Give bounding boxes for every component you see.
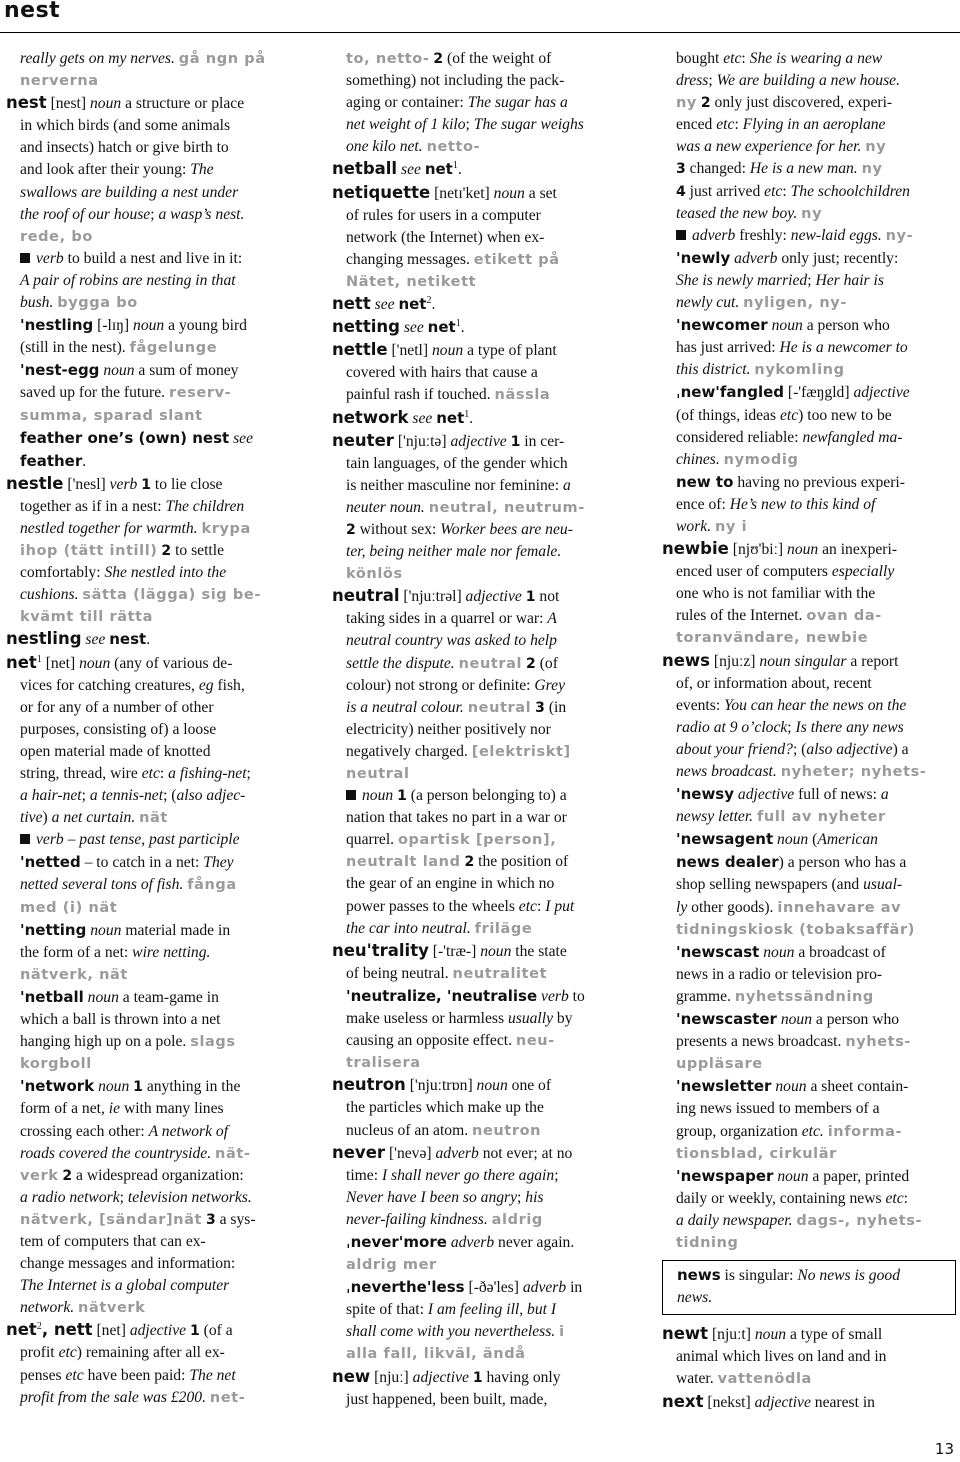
entry-nett: nett see net$^2$. (332, 294, 436, 314)
entry-nestle: nestle ['nesl] verb 1 to lie close (6, 473, 223, 493)
entry-next: next [nekst] adjective nearest in (662, 1391, 875, 1411)
entry-line: She is newly married; Her hair is (676, 271, 884, 289)
entry-newscast: 'newscast noun a broadcast of (676, 942, 886, 961)
entry-line: to, netto- 2 (of the weight of (346, 50, 552, 67)
entry-neutrality: neu'trality [-'træ-] noun the state (332, 940, 567, 960)
entry-line: make useless or harmless usually by (346, 1010, 573, 1028)
entry-line: really gets on my nerves. gå ngn på (20, 50, 266, 67)
usage-note-line: news is singular: No news is good (677, 1266, 900, 1285)
entry-line: 3 changed: He is a new man. ny (676, 160, 883, 178)
entry-newt: newt [njuːt] noun a type of small (662, 1324, 883, 1344)
entry-newbie: newbie [njʊ'biː] noun an inexperi- (662, 539, 898, 559)
sense-square-icon (676, 230, 686, 240)
entry-line: quarrel. opartisk [person], (346, 831, 557, 849)
entry-newcomer: 'newcomer noun a person who (676, 316, 890, 335)
entry-netiquette: netiquette [netɪ'ket] noun a set (332, 182, 557, 202)
entry-line: neutralt land 2 the position of (346, 853, 569, 871)
entry-line: changing messages. etikett på (346, 250, 560, 268)
entry-line: verk 2 a widespread organization: (20, 1166, 244, 1184)
entry-line: change messages and information: (20, 1255, 236, 1273)
header-rule (0, 32, 960, 33)
entry-line: kvämt till rätta (20, 609, 154, 626)
entry-line: network. nätverk (20, 1299, 146, 1317)
entry-line: profit etc) remaining after all ex- (20, 1344, 225, 1362)
entry-line: cushions. sätta (lägga) sig be- (20, 586, 261, 604)
entry-line: considered reliable: newfangled ma- (676, 428, 903, 446)
entry-line: teased the new boy. ny (676, 204, 823, 222)
sense-square-icon (20, 834, 30, 844)
entry-line: med (i) nät (20, 899, 118, 916)
entry-netting-see: netting see net$^1$. (332, 317, 465, 337)
column-middle (332, 48, 632, 1411)
entry-line: never-failing kindness. aldrig (346, 1210, 543, 1228)
entry-netting: 'netting noun material made in (20, 920, 231, 939)
entry-newspaper: 'newspaper noun a paper, printed (676, 1166, 910, 1185)
entry-line: of rules for users in a computer (346, 206, 541, 224)
entry-line: tive) a net curtain. nät (20, 809, 168, 827)
entry-line: aging or container: The sugar has a (346, 94, 568, 112)
entry-line: nestled together for warmth. krypa (20, 519, 251, 537)
entry-line: Never have I been so angry; his (346, 1188, 544, 1206)
entry-line: nation that takes no part in a war or (346, 809, 567, 827)
entry-line: neutral (346, 766, 410, 782)
entry-network: 'network noun 1 anything in the (20, 1077, 241, 1096)
entry-line: together as if in a nest: The children (20, 497, 245, 515)
entry-line: alla fall, likväl, ändå (346, 1346, 526, 1363)
entry-line: adverb freshly: new-laid eggs. ny- (662, 225, 956, 247)
entry-line: shop selling newspapers (and usual- (676, 876, 903, 894)
entry-neutron: neutron ['njuːtrɒn] noun one of (332, 1075, 552, 1095)
entry-line: is neither masculine nor feminine: a (346, 476, 571, 494)
entry-line: tralisera (346, 1055, 421, 1072)
entry-line: 'netted – to catch in a net: They (20, 853, 234, 872)
entry-line: animal which lives on land and in (676, 1348, 887, 1366)
entry-line: verb to build a nest and live in it: (6, 248, 304, 270)
entry-line: korgboll (20, 1056, 92, 1073)
entry-line: string, thread, wire etc: a fishing-net; (20, 765, 251, 782)
entry-line: tionsblad, cirkulär (676, 1145, 837, 1162)
entry-neuter: neuter ['njuːtə] adjective 1 in cer- (332, 430, 565, 450)
entry-line: in which birds (and some animals (20, 117, 231, 135)
entry-line: is a neutral colour. neutral 3 (in (346, 698, 567, 716)
entry-new-to: new to having no previous experi- (676, 472, 905, 491)
entry-line: noun 1 (a person belonging to) a (332, 785, 632, 807)
entry-line: spite of that: I am feeling ill, but I (346, 1301, 557, 1319)
guide-word: nest (4, 0, 61, 23)
entry-line: ly other goods). innehavare av (676, 898, 902, 916)
page-number: 13 (934, 1440, 954, 1458)
entry-line: roads covered the countryside. nät- (20, 1144, 251, 1162)
entry-line: ing news issued to members of a (676, 1100, 880, 1118)
column-right (662, 48, 956, 1414)
entry-nevermore: ˌnever'more adverb never again. (346, 1232, 575, 1251)
entry-line: the particles which make up the (346, 1099, 544, 1117)
entry-net-1: net$^1$ [net] noun (any of various de- (6, 652, 233, 672)
entry-nettle: nettle ['netl] noun a type of plant (332, 340, 557, 360)
running-header (0, 0, 960, 30)
entry-line: network (the Internet) when ex- (346, 228, 545, 246)
entry-line: this district. nykomling (676, 361, 845, 379)
entry-line: A pair of robins are nesting in that (20, 271, 236, 289)
entry-line: The Internet is a global computer (20, 1277, 230, 1295)
entry-line: has just arrived: He is a newcomer to (676, 339, 908, 357)
entry-line: bought etc: She is wearing a new (676, 50, 883, 67)
entry-network-see: network see net$^1$. (332, 407, 474, 427)
entry-line: news broadcast. nyheter; nyhets- (676, 763, 927, 780)
entry-newsagent: 'newsagent noun (American (676, 830, 878, 849)
entry-line: daily or weekly, containing news etc: (676, 1189, 908, 1207)
entry-never: never ['nevə] adverb not ever; at no (332, 1142, 573, 1162)
entry-line: and insects) hatch or give birth to (20, 139, 229, 157)
entry-line: power passes to the wheels etc: I put (346, 897, 575, 915)
entry-line: a radio network; television networks. (20, 1188, 252, 1206)
entry-line: neutral country was asked to help (346, 632, 557, 650)
entry-line: painful rash if touched. nässla (346, 386, 551, 404)
entry-line: radio at 9 o’clock; Is there any news (676, 718, 904, 736)
entry-line: the car into neutral. friläge (346, 919, 533, 937)
entry-line: nätverk, [sändar]nät 3 a sys- (20, 1210, 256, 1228)
entry-line: ihop (tätt intill) 2 to settle (20, 542, 224, 560)
entry-line: 4 just arrived etc: The schoolchildren (676, 182, 910, 200)
entry-line: net weight of 1 kilo; The sugar weighs (346, 116, 584, 134)
entry-nest: nest [nest] noun a structure or place (6, 93, 245, 113)
entry-line: swallows are building a nest under (20, 183, 239, 201)
entry-line: open material made of knotted (20, 742, 211, 760)
usage-note-box (662, 1260, 956, 1315)
entry-line: newsy letter. full av nyheter (676, 808, 886, 826)
entry-line: purposes, consisting of) a loose (20, 720, 217, 738)
entry-line: nucleus of an atom. neutron (346, 1121, 542, 1139)
entry-line: enced etc: Flying in an aeroplane (676, 116, 886, 134)
entry-net-2: net$^2$, nett [net] adjective 1 (of a (6, 1320, 233, 1340)
entry-line: events: You can hear the news on the (676, 696, 907, 714)
entry-newly: 'newly adverb only just; recently: (676, 248, 899, 267)
entry-line: ny 2 only just discovered, experi- (676, 94, 893, 112)
entry-line: of being neutral. neutralitet (346, 964, 548, 982)
entry-line: news dealer) a person who has a (676, 853, 907, 872)
entry-line: newly cut. nyligen, ny- (676, 294, 847, 312)
entry-line: group, organization etc. informa- (676, 1122, 903, 1140)
entry-line: something) not including the pack- (346, 72, 565, 90)
entry-line: aldrig mer (346, 1257, 437, 1274)
entry-line: a daily newspaper. dags-, nyhets- (676, 1211, 923, 1229)
entry-newsy: 'newsy adjective full of news: a (676, 785, 889, 804)
entry-line: nätverk, nät (20, 966, 128, 983)
entry-line: which a ball is thrown into a net (20, 1011, 221, 1029)
entry-line: crossing each other: A network of (20, 1122, 229, 1140)
entry-new: new [njuː] adjective 1 having only (332, 1366, 561, 1386)
entry-line: Nätet, netikett (346, 273, 477, 290)
entry-line: nerverna (20, 73, 99, 90)
entry-line: dress; We are building a new house. (676, 72, 900, 90)
entry-neutralize: 'neutralize, 'neutralise verb to (346, 986, 585, 1005)
entry-line: bush. bygga bo (20, 294, 138, 312)
entry-line: the roof of our house; a wasp’s nest. (20, 205, 245, 223)
entry-line: profit from the sale was £200. net- (20, 1388, 246, 1406)
entry-line: covered with hairs that cause a (346, 364, 538, 382)
entry-newscaster: 'newscaster noun a person who (676, 1010, 900, 1029)
entry-line: uppläsare (676, 1056, 763, 1073)
entry-line: or for any of a number of other (20, 698, 214, 716)
entry-line: rules of the Internet. ovan da- (676, 607, 882, 625)
entry-line: netted several tons of fish. fånga (20, 876, 237, 894)
entry-line: taking sides in a quarrel or war: A (346, 610, 557, 628)
entry-line: (still in the nest). fågelunge (20, 339, 218, 357)
entry-line: a hair-net; a tennis-net; (also adjec- (20, 787, 246, 805)
entry-line: about your friend?; (also adjective) a (676, 740, 909, 758)
entry-line: negatively charged. [elektriskt] (346, 742, 571, 760)
entry-line: one kilo net. netto- (346, 138, 481, 156)
sense-square-icon (346, 790, 356, 800)
entry-line: was a new experience for her. ny (676, 138, 887, 156)
column-left (6, 48, 304, 1409)
entry-nevertheless: ˌneverthe'less [-ðə'les] adverb in (346, 1278, 583, 1297)
entry-line: 2 without sex: Worker bees are neu- (346, 520, 573, 538)
entry-line: shall come with you nevertheless. i (346, 1323, 565, 1341)
entry-line: verb – past tense, past participle (6, 829, 304, 851)
entry-line: ter, being neither male nor female. (346, 543, 562, 561)
entry-netball-see: netball see net$^1$. (332, 159, 462, 179)
entry-line: of, or information about, recent (676, 674, 872, 692)
entry-line: gramme. nyhetssändning (676, 987, 874, 1005)
entry-line: form of a net, ie with many lines (20, 1100, 224, 1118)
entry-line: just happened, been built, made, (346, 1390, 548, 1408)
entry-newfangled: ˌnew'fangled [-'fæŋgld] adjective (676, 383, 910, 402)
sense-square-icon (20, 253, 30, 263)
entry-line: saved up for the future. reserv- (20, 384, 232, 402)
entry-line: the form of a net: wire netting. (20, 943, 211, 961)
entry-line: vices for catching creatures, eg fish, (20, 676, 245, 694)
entry-line: tem of computers that can ex- (20, 1232, 206, 1250)
entry-line: and look after their young: The (20, 161, 214, 179)
entry-idiom: feather one’s (own) nest see (20, 428, 254, 447)
entry-line: hanging high up on a pole. slags (20, 1033, 236, 1051)
usage-note-line: news. (677, 1289, 713, 1307)
entry-line: rede, bo (20, 228, 93, 245)
entry-line: summa, sparad slant (20, 407, 203, 424)
entry-line: settle the dispute. neutral 2 (of (346, 654, 558, 672)
entry-newsletter: 'newsletter noun a sheet contain- (676, 1077, 909, 1096)
entry-line: tidningskiosk (tobaksaffär) (676, 921, 915, 938)
entry-line: work. ny i (676, 517, 748, 535)
entry-line: (of things, ideas etc) too new to be (676, 406, 892, 424)
entry-neutral: neutral ['njuːtrəl] adjective 1 not (332, 586, 560, 606)
entry-line: colour) not strong or definite: Grey (346, 676, 565, 694)
entry-line: electricity) neither positively nor (346, 720, 551, 738)
entry-line: enced user of computers especially (676, 563, 895, 581)
entry-line: water. vattenödla (676, 1370, 812, 1388)
entry-line: tain languages, of the gender which (346, 454, 568, 472)
entry-line: the gear of an engine in which no (346, 875, 555, 893)
entry-line: feather. (20, 451, 87, 470)
entry-line: könlös (346, 566, 403, 583)
entry-line: one who is not familiar with the (676, 585, 876, 603)
entry-nest-egg: 'nest-egg noun a sum of money (20, 361, 239, 380)
entry-line: toranvändare, newbie (676, 630, 869, 647)
entry-nestling-see: nestling see nest. (6, 629, 151, 649)
entry-news: news [njuːz] noun singular a report (662, 650, 899, 670)
entry-line: comfortably: She nestled into the (20, 564, 227, 582)
entry-line: neuter noun. neutral, neutrum- (346, 498, 585, 516)
entry-line: ence of: He’s new to this kind of (676, 495, 876, 513)
entry-line: causing an opposite effect. neu- (346, 1032, 555, 1050)
entry-line: tidning (676, 1234, 739, 1251)
entry-nestling: 'nestling [-lɪŋ] noun a young bird (20, 316, 247, 335)
entry-line: news in a radio or television pro- (676, 965, 883, 983)
entry-line: chines. nymodig (676, 450, 799, 468)
entry-netball: 'netball noun a team-game in (20, 987, 219, 1006)
entry-line: time: I shall never go there again; (346, 1166, 559, 1184)
entry-line: penses etc have been paid: The net (20, 1366, 236, 1384)
entry-line: presents a news broadcast. nyhets- (676, 1033, 912, 1051)
